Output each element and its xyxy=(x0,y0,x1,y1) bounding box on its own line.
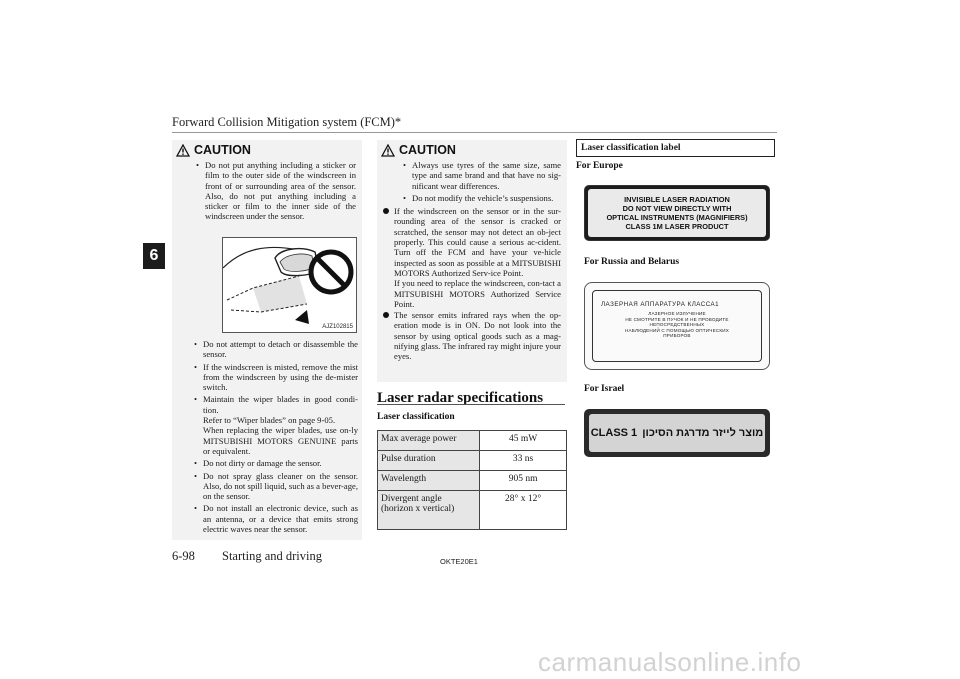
list-item: • Do not spray glass cleaner on the sensor. Also, do not spill liquid, such as a bever-age, on the sensor. xyxy=(194,471,358,502)
watermark: carmanualsonline.info xyxy=(538,647,802,677)
sensor-prohibition-illustration xyxy=(222,237,357,333)
europe-label-text xyxy=(588,189,766,237)
mid-caution-bullets xyxy=(403,160,561,203)
israel-label-class: CLASS 1 xyxy=(590,427,638,439)
russia-label-title: ЛАЗЕРНАЯ АППАРАТУРА КЛАССА1 xyxy=(601,301,720,308)
list-item: • Do not dirty or damage the sensor. xyxy=(194,458,358,468)
chapter-tab: 6 xyxy=(143,243,165,269)
list-item xyxy=(383,206,561,309)
list-item: • Do not attempt to detach or disassemble the sensor. xyxy=(194,339,358,360)
infrared-warning-text: The sensor emits infrared rays when the op-eration mode is in ON. Do not look into the sensor by using optical goods such as a mag-nifying glass. The infrared ray might injure your eyes. xyxy=(394,310,561,362)
table-row xyxy=(378,491,567,530)
header-rule xyxy=(172,132,777,133)
left-caution-header xyxy=(176,142,358,158)
spec-label: Divergent angle (horizon x vertical) xyxy=(378,491,480,530)
europe-label-line: OPTICAL INSTRUMENTS (MAGNIFIERS) xyxy=(606,213,748,222)
spec-value: 33 ns xyxy=(480,451,567,471)
spec-label: Wavelength xyxy=(378,471,480,491)
wiper-reference-link[interactable]: Refer to “Wiper blades” on page 9-05. xyxy=(203,415,336,426)
mid-caution-box xyxy=(377,140,567,382)
mid-caution-dot-list xyxy=(383,206,561,361)
page-header-title: Forward Collision Mitigation system (FCM)* xyxy=(172,115,402,129)
laser-classification-subtitle: Laser classification xyxy=(377,412,455,422)
russia-label-line: ПРИБОРОВ xyxy=(663,333,691,338)
spec-label: Pulse duration xyxy=(378,451,480,471)
europe-laser-label xyxy=(584,185,770,241)
table-row xyxy=(378,451,567,471)
sensor-sticker-prohibition-icon xyxy=(223,238,356,332)
mid-caution-title: CAUTION xyxy=(399,143,456,157)
spec-value: 45 mW xyxy=(480,431,567,451)
spec-value: 28° x 12° xyxy=(480,491,567,530)
israel-label-text xyxy=(589,414,765,452)
region-russia-belarus: For Russia and Belarus xyxy=(584,257,680,267)
list-item: • Do not put anything including a sticker or film to the outer side of the windscreen in front of or surrounding area of the sensor. Also, do not put anything including a sticker or film to the inner side of the windscreen under the sensor. xyxy=(196,160,356,222)
region-israel: For Israel xyxy=(584,384,625,394)
region-europe: For Europe xyxy=(576,161,623,171)
warning-triangle-icon xyxy=(176,144,190,157)
russia-laser-label xyxy=(584,282,770,370)
left-caution-list-2 xyxy=(194,339,358,534)
warning-triangle-icon xyxy=(381,144,395,157)
table-row xyxy=(378,471,567,491)
europe-label-line: INVISIBLE LASER RADIATION xyxy=(624,195,730,204)
laser-specs-table xyxy=(377,430,567,530)
list-item: • Do not modify the vehicle’s suspensions. xyxy=(403,193,561,203)
list-item: • Always use tyres of the same size, same type and same brand and that have no sig-nificant wear differences. xyxy=(403,160,561,191)
section-rule xyxy=(377,404,565,405)
russia-label-line: НАБЛЮДЕНИЙ С ПОМОЩЬЮ ОПТИЧЕСКИХ xyxy=(625,327,729,333)
israel-label-hebrew: מוצר לייזר מדרגת הסיכון xyxy=(642,427,764,439)
document-code: OKTE20E1 xyxy=(440,557,478,566)
footer-section-name: Starting and driving xyxy=(222,549,322,563)
spec-value: 905 nm xyxy=(480,471,567,491)
page-number: 6-98 xyxy=(172,549,195,563)
left-caution-list xyxy=(196,160,356,222)
bullet-dot-icon xyxy=(383,312,389,318)
israel-laser-label xyxy=(584,409,770,457)
russia-label-text xyxy=(592,290,762,362)
windscreen-crack-text: If the windscreen on the sensor or in the sur-rounding area of the sensor is cracked or scratched, the sensor may not detect an ob-ject properly. This could cause a serious ac-cident. Turn off the FCM and have your ve-hicle inspected as soon as possible at a MITSUBISHI MOTORS Authorized Serv-ice Point. xyxy=(394,206,561,278)
laser-label-heading: Laser classification label xyxy=(576,139,775,157)
left-caution-lower xyxy=(194,339,358,536)
table-row xyxy=(378,431,567,451)
russia-label-line: ЛАЗЕРНОЕ ИЗЛУЧЕНИЕ xyxy=(648,311,706,316)
russia-label-line: НЕПОСРЕДСТВЕННЫХ xyxy=(649,322,705,327)
spec-label: Max average power xyxy=(378,431,480,451)
windscreen-replace-note: If you need to replace the windscreen, con-tact a MITSUBISHI MOTORS Authorized Service Point. xyxy=(394,278,561,309)
list-item xyxy=(194,394,358,456)
left-caution-title: CAUTION xyxy=(194,143,251,157)
europe-label-line: DO NOT VIEW DIRECTLY WITH xyxy=(622,204,732,213)
illustration-code: AJZ102815 xyxy=(322,324,353,330)
bullet-dot-icon xyxy=(383,208,389,214)
wiper-maintain-text: Maintain the wiper blades in good condi-tion. xyxy=(203,394,358,415)
list-item: • If the windscreen is misted, remove the mist from the windscreen by using the de-mister switch. xyxy=(194,362,358,393)
mid-caution-header xyxy=(381,142,563,158)
russia-label-line: НЕ СМОТРИТЕ В ПУЧОК И НЕ ПРОВОДИТЕ xyxy=(625,316,729,322)
europe-label-line: CLASS 1M LASER PRODUCT xyxy=(625,222,729,231)
list-item: • Do not install an electronic device, such as an antenna, or a device that emits strong electric waves near the sensor. xyxy=(194,503,358,534)
list-item xyxy=(383,310,561,361)
wiper-note: When replacing the wiper blades, use on-ly MITSUBISHI MOTORS GENUINE parts or equivalent. xyxy=(203,425,358,456)
laser-specs-title: Laser radar specifications xyxy=(377,390,544,406)
